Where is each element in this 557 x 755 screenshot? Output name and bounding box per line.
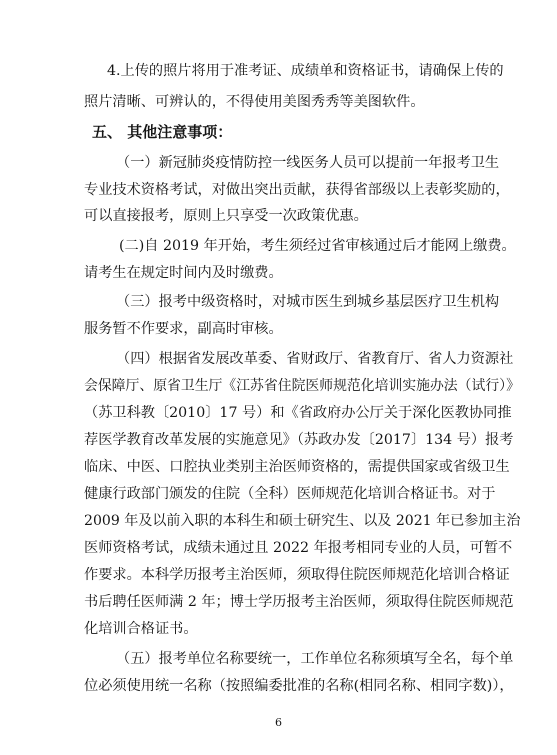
- paragraph-line: （三）报考中级资格时，对城市医生到城乡基层医疗卫生机构: [116, 294, 500, 310]
- paragraph-line: 书后聘任医师满 2 年；博士学历报考主治医师，须取得住院医师规范: [84, 594, 514, 610]
- paragraph-line: 临床、中医、口腔执业类别主治医师资格的，需提供国家或省级卫生: [84, 459, 510, 475]
- paragraph-line: 请考生在规定时间内及时缴费。: [84, 265, 283, 281]
- paragraph-line: 专业技术资格考试，对做出突出贡献，获得省部级以上表彰奖励的，: [84, 182, 510, 198]
- paragraph-line: 会保障厅、原省卫生厅《江苏省住院医师规范化培训实施办法（试行）》: [84, 378, 520, 394]
- paragraph-line: 2009 年及以前入职的本科生和硕士研究生、以及 2021 年已参加主治: [84, 513, 521, 529]
- paragraph-line: 服务暂不作要求，副高时审核。: [84, 321, 283, 337]
- paragraph-line: 化培训合格证书。: [84, 621, 198, 637]
- paragraph-line: 4.上传的照片将用于准考证、成绩单和资格证书，请确保上传的: [107, 63, 504, 79]
- section-heading: 五、 其他注意事项：: [92, 123, 233, 141]
- paragraph-line: 健康行政部门颁发的住院（全科）医师规范化培训合格证书。对于: [84, 486, 496, 502]
- paragraph-line: (二)自 2019 年开始，考生须经过省审核通过后才能网上缴费。: [119, 238, 516, 254]
- paragraph-line: 可以直接报考，原则上只享受一次政策优惠。: [84, 208, 368, 224]
- paragraph-line: （四）根据省发展改革委、省财政厅、省教育厅、省人力资源社: [116, 351, 514, 367]
- paragraph-line: （五）报考单位名称要统一，工作单位名称须填写全名，每个单: [116, 651, 514, 667]
- page-number: 6: [275, 716, 282, 729]
- paragraph-line: 医师资格考试，成绩未通过且 2022 年报考相同专业的人员，可暂不: [84, 540, 513, 556]
- paragraph-line: 荐医学教育改革发展的实施意见》（苏政办发〔2017〕134 号）报考: [84, 432, 514, 448]
- paragraph-line: 照片清晰、可辨认的，不得使用美图秀秀等美图软件。: [84, 94, 425, 110]
- paragraph-line: （苏卫科教〔2010〕17 号）和《省政府办公厅关于深化医教协同推: [84, 405, 512, 421]
- paragraph-line: （一）新冠肺炎疫情防控一线医务人员可以提前一年报考卫生: [116, 155, 500, 171]
- paragraph-line: 位必须使用统一名称（按照编委批准的名称(相同名称、相同字数)），: [84, 678, 514, 694]
- paragraph-line: 作要求。本科学历报考主治医师，须取得住院医师规范化培训合格证: [84, 567, 510, 583]
